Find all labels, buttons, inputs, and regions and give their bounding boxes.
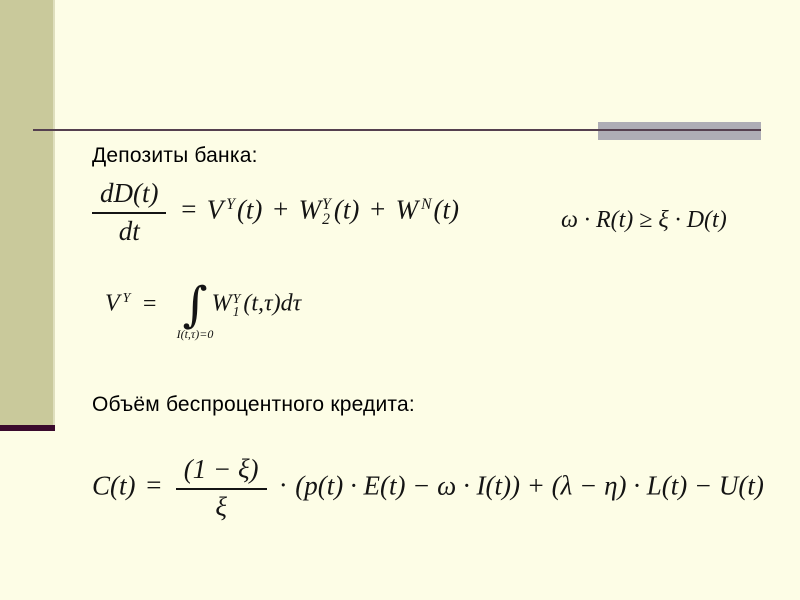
integrand-arg: (t,τ)dτ <box>243 290 302 317</box>
integrand-W-subscript: 1 <box>232 304 240 320</box>
equals-sign: = <box>144 470 163 501</box>
term-W2-subscript: 2 <box>322 211 330 229</box>
term-W2: W <box>298 194 322 225</box>
lhs-C: C(t) <box>92 470 136 501</box>
fraction-numerator: (1 − ξ) <box>176 453 267 490</box>
integral-sign: ∫ <box>182 277 208 333</box>
fraction-dDdt <box>92 177 166 247</box>
equals-sign: = <box>141 290 158 317</box>
sidebar-stripe <box>0 0 55 425</box>
lhs-V: V <box>105 290 120 317</box>
sidebar-accent-bar <box>0 425 55 431</box>
equals-sign: = <box>179 194 198 225</box>
header-rule <box>33 129 761 131</box>
lhs-V-superscript: Y <box>122 290 131 306</box>
dot-operator: · <box>279 470 287 501</box>
term-W2-scripts <box>322 198 331 228</box>
formula-reserve-condition: ω · R(t) ≥ ξ · D(t) <box>561 207 727 233</box>
term-V: V <box>206 194 224 225</box>
term-W2-superscript: Y <box>322 196 331 214</box>
formula-deposit-rate <box>88 177 459 247</box>
term-V-arg: (t) <box>236 194 263 225</box>
plus-sign: + <box>271 194 290 225</box>
integrand-W-superscript: Y <box>232 291 241 307</box>
formula-credit-volume <box>92 453 764 523</box>
integral-limit: I(t,τ)=0 <box>176 327 214 341</box>
term-WN: W <box>395 194 419 225</box>
integrand-W: W <box>211 290 232 317</box>
fraction-numerator: dD(t) <box>92 177 166 214</box>
integral <box>176 277 214 341</box>
formula-v-integral <box>105 277 302 341</box>
heading-bank-deposits: Депозиты банка: <box>92 144 258 167</box>
header-accent-bar <box>598 122 761 140</box>
term-WN-superscript: N <box>421 195 432 213</box>
credit-expression-tail: (p(t) · E(t) − ω · I(t)) + (λ − η) · L(t) − U(t) <box>295 470 764 501</box>
fraction-denominator: ξ <box>215 492 227 523</box>
integrand-W-scripts <box>233 293 241 319</box>
plus-sign: + <box>368 194 387 225</box>
heading-interest-free-credit: Объём беспроцентного кредита: <box>92 393 415 416</box>
term-V-superscript: Y <box>226 195 235 213</box>
fraction-xi <box>176 453 267 523</box>
term-W2-arg: (t) <box>333 194 360 225</box>
fraction-denominator: dt <box>118 216 140 247</box>
term-WN-arg: (t) <box>433 194 460 225</box>
